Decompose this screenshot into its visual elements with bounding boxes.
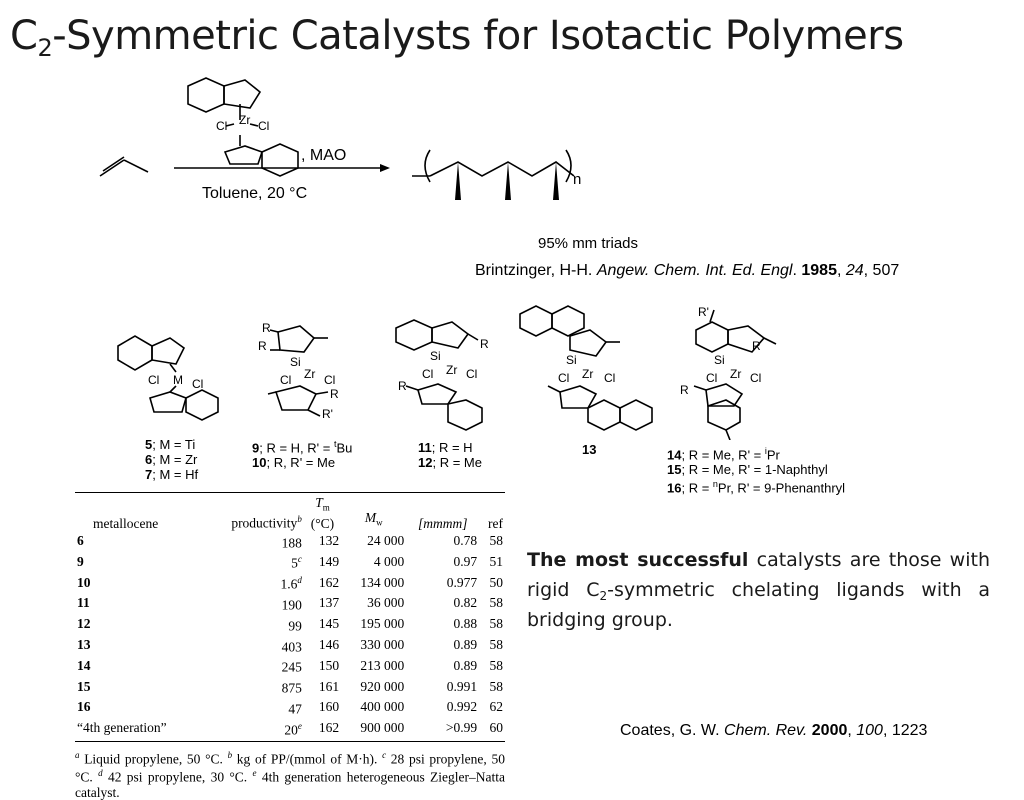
label-zr: Zr — [446, 363, 458, 377]
label-r: R — [398, 379, 407, 393]
header-productivity: productivity$^b$ — [231, 514, 302, 531]
caption-compound-13: 13 — [582, 442, 597, 457]
label-cl: Cl — [422, 367, 434, 381]
label-cl: Cl — [192, 377, 204, 391]
header-mw: $M_w$ — [364, 510, 383, 528]
table-body — [75, 531, 505, 739]
cell-ref: 50 — [489, 574, 503, 590]
cell-ref: 58 — [489, 636, 503, 652]
cell-ref: 60 — [489, 720, 503, 736]
citation-coates: Coates, G. W. Chem. Rev. 2000, 100, 1223 — [620, 722, 928, 739]
table-row — [75, 531, 505, 552]
header-tm: $T_m$ (°C) — [310, 495, 335, 531]
label-cl: Cl — [558, 371, 570, 385]
table-footnote: $^a$ Liquid propylene, 50 °C. $^b$ kg of PP/(mmol of M·h). $^c$ 28 psi propylene, 50 °C. $^d$ 42 psi propylene, 30 °C. $^e$ 4th generation heterogeneous Ziegler–Natta catalyst. — [75, 749, 506, 800]
cell-mmmm: 0.88 — [453, 616, 478, 632]
cell-mmmm: >0.99 — [445, 720, 478, 736]
cell-tm: 146 — [318, 636, 340, 652]
cell-ref: 51 — [489, 553, 503, 569]
cell-mw: 330 000 — [360, 636, 405, 652]
label-cl: Cl — [280, 373, 292, 387]
cell-mw: 213 000 — [360, 657, 405, 673]
caption-compounds-11-12: 11; R = H 12; R = Me — [418, 440, 482, 470]
cell-productivity: 1.6$^d$ — [280, 575, 302, 592]
cell-mmmm: 0.89 — [453, 657, 478, 673]
label-r: R — [752, 339, 761, 353]
cell-metallocene: “4th generation” — [77, 720, 167, 736]
reaction-conditions: Toluene, 20 °C — [202, 185, 308, 202]
label-r: R — [262, 321, 271, 335]
cell-ref: 58 — [489, 657, 503, 673]
triad-content: 95% mm triads — [538, 235, 639, 252]
cell-mw: 900 000 — [360, 720, 405, 736]
table-row — [75, 676, 505, 697]
structure-9 — [268, 326, 328, 416]
cell-ref: 62 — [489, 699, 503, 715]
catalyst-structure — [188, 78, 298, 176]
cell-mw: 134 000 — [360, 574, 405, 590]
summary-text: The most successful catalysts are those with rigid $C_2$-symmetric chelating ligands with a bridging group. — [527, 549, 991, 631]
label-zr: Zr — [582, 367, 594, 381]
label-zr: Zr — [304, 367, 316, 381]
cell-productivity: 403 — [281, 639, 302, 655]
cell-productivity: 47 — [288, 701, 302, 717]
cell-mw: 920 000 — [360, 678, 405, 694]
cell-productivity: 20e — [284, 720, 302, 738]
label-rprime: R' — [322, 407, 333, 421]
label-cl: Cl — [750, 371, 762, 385]
table-row — [75, 635, 505, 656]
label-r: R — [330, 387, 339, 401]
label-si: Si — [290, 355, 301, 369]
label-cl: Cl — [706, 371, 718, 385]
metallocene-structures — [100, 300, 880, 440]
label-m: M — [173, 373, 183, 387]
cell-mw: 4 000 — [373, 553, 405, 569]
table-row — [75, 655, 505, 676]
label-r: R — [258, 339, 267, 353]
header-metallocene: metallocene — [93, 515, 159, 531]
cell-ref: 58 — [489, 678, 503, 694]
title-rest: -Symmetric Catalysts for Isotactic Polymers — [52, 13, 904, 59]
cell-metallocene: 15 — [77, 678, 91, 694]
caption-compounds-5-7: 5; M = Ti 6; M = Zr 7; M = Hf — [145, 437, 199, 482]
cell-ref: 58 — [489, 616, 503, 632]
label-si: Si — [430, 349, 441, 363]
repeat-unit-n: n — [573, 171, 582, 188]
cell-metallocene: 10 — [77, 574, 91, 590]
cell-productivity: 190 — [281, 597, 302, 613]
reaction-scheme — [0, 60, 1024, 240]
cell-productivity: 5$^c$ — [291, 554, 302, 571]
cell-mmmm: 0.82 — [453, 595, 478, 611]
cell-tm: 150 — [318, 657, 340, 673]
cell-metallocene: 6 — [77, 532, 84, 548]
cell-tm: 162 — [318, 574, 340, 590]
label-cl: Cl — [148, 373, 160, 387]
slide-title — [10, 8, 904, 64]
caption-compounds-14-16: 14; R = Me, R' = $^i$Pr 15; R = Me, R' = 1-Naphthyl 16; R = $^n$Pr, R' = 9-Phenanthryl — [667, 446, 846, 496]
cell-productivity: 875 — [281, 680, 302, 696]
cell-metallocene: 14 — [77, 657, 91, 673]
cell-mmmm: 0.991 — [446, 678, 478, 694]
table-row — [75, 593, 505, 614]
table-row — [75, 572, 505, 593]
catalyst-zr: Zr — [239, 113, 251, 127]
metallocene-table — [75, 492, 505, 800]
cell-mw: 195 000 — [360, 616, 405, 632]
cell-ref: 58 — [489, 595, 503, 611]
label-rprime: R' — [698, 305, 709, 319]
cell-mw: 36 000 — [367, 595, 405, 611]
label-si: Si — [566, 353, 577, 367]
label-cl: Cl — [604, 371, 616, 385]
label-zr: Zr — [730, 367, 742, 381]
cell-productivity: 99 — [288, 618, 302, 634]
catalyst-cl-right: Cl — [258, 119, 270, 133]
catalyst-cl-left: Cl — [216, 119, 228, 133]
title-subscript: 2 — [37, 34, 53, 62]
title-prefix: C — [10, 13, 38, 59]
cell-tm: 132 — [318, 532, 340, 548]
cell-mmmm: 0.89 — [453, 636, 478, 652]
cell-tm: 145 — [318, 616, 340, 632]
propylene-structure — [100, 157, 148, 176]
reagent-mao: , MAO — [301, 147, 347, 164]
cell-tm: 137 — [318, 595, 340, 611]
cell-mw: 24 000 — [367, 532, 405, 548]
cell-tm: 160 — [318, 699, 340, 715]
cell-tm: 161 — [318, 678, 340, 694]
cell-metallocene: 13 — [77, 636, 91, 652]
cell-productivity: 188 — [281, 535, 302, 551]
cell-productivity: 245 — [281, 659, 302, 675]
cell-tm: 162 — [318, 720, 340, 736]
table-row — [75, 697, 505, 718]
cell-mw: 400 000 — [360, 699, 405, 715]
label-r: R — [480, 337, 489, 351]
label-cl: Cl — [324, 373, 336, 387]
table-row — [75, 551, 505, 572]
cell-tm: 149 — [318, 553, 340, 569]
header-ref: ref — [488, 515, 503, 531]
label-cl: Cl — [466, 367, 478, 381]
label-si: Si — [714, 353, 725, 367]
caption-compounds-9-10: 9; R = H, R' = $^t$Bu 10; R, R' = Me — [252, 439, 353, 471]
cell-metallocene: 16 — [77, 699, 91, 715]
citation-brintzinger: Brintzinger, H-H. Angew. Chem. Int. Ed. Engl. 1985, 24, 507 — [475, 262, 900, 279]
polymer-structure — [412, 150, 574, 182]
cell-metallocene: 9 — [77, 553, 84, 569]
label-r: R — [680, 383, 689, 397]
cell-mmmm: 0.97 — [453, 553, 478, 569]
cell-mmmm: 0.977 — [446, 574, 478, 590]
cell-ref: 58 — [489, 532, 503, 548]
header-mmmm: [mmmm] — [417, 515, 468, 531]
table-row — [75, 718, 505, 739]
cell-metallocene: 12 — [77, 616, 91, 632]
cell-mmmm: 0.992 — [446, 699, 478, 715]
cell-metallocene: 11 — [77, 595, 90, 611]
cell-mmmm: 0.78 — [453, 532, 478, 548]
table-row — [75, 614, 505, 635]
